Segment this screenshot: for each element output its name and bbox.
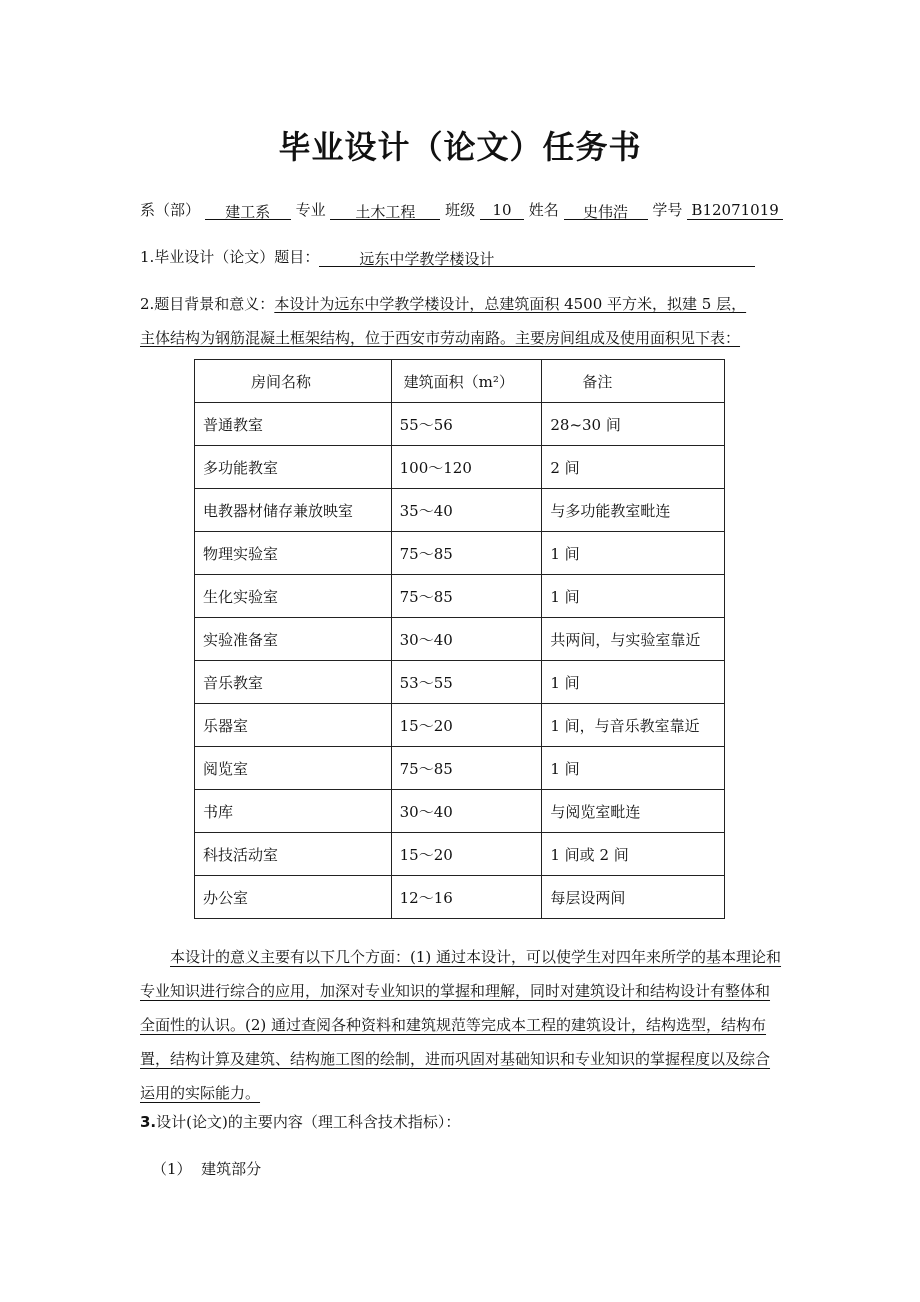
class-value: 10 bbox=[480, 201, 524, 220]
remark-cell: 1 间或 2 间 bbox=[542, 833, 725, 876]
section3-heading bbox=[140, 1111, 460, 1132]
area-cell: 75～85 bbox=[391, 532, 542, 575]
area-cell: 30～40 bbox=[391, 618, 542, 661]
remark-cell: 1 间 bbox=[542, 575, 725, 618]
room-name-cell: 生化实验室 bbox=[195, 575, 392, 618]
name-label: 姓名 bbox=[528, 201, 559, 219]
table-row bbox=[195, 403, 725, 446]
remark-cell: 与多功能教室毗连 bbox=[542, 489, 725, 532]
thesis-title-label: 1.毕业设计（论文）题目： bbox=[140, 248, 320, 266]
table-row bbox=[195, 876, 725, 919]
student-info-line bbox=[140, 199, 783, 220]
area-cell: 15～20 bbox=[391, 833, 542, 876]
remark-cell: 28~30 间 bbox=[542, 403, 725, 446]
background-line-2 bbox=[140, 327, 740, 348]
area-cell: 53～55 bbox=[391, 661, 542, 704]
room-name-cell: 科技活动室 bbox=[195, 833, 392, 876]
table-row bbox=[195, 661, 725, 704]
table-row bbox=[195, 790, 725, 833]
table-row bbox=[195, 618, 725, 661]
header-room-name: 房间名称 bbox=[195, 360, 392, 403]
subsection-architecture: （1） 建筑部分 bbox=[152, 1160, 262, 1178]
dept-value: 建工系 bbox=[205, 201, 291, 220]
major-label: 专业 bbox=[295, 201, 326, 219]
area-cell: 35～40 bbox=[391, 489, 542, 532]
table-row bbox=[195, 747, 725, 790]
section3-label: 设计(论文)的主要内容（理工科含技术指标）： bbox=[156, 1113, 461, 1131]
table-row bbox=[195, 532, 725, 575]
table-header-row bbox=[195, 360, 725, 403]
remark-cell: 与阅览室毗连 bbox=[542, 790, 725, 833]
room-name-cell: 音乐教室 bbox=[195, 661, 392, 704]
room-name-cell: 办公室 bbox=[195, 876, 392, 919]
background-line-1 bbox=[140, 293, 746, 314]
room-name-cell: 乐器室 bbox=[195, 704, 392, 747]
table-row bbox=[195, 704, 725, 747]
remark-cell: 2 间 bbox=[542, 446, 725, 489]
id-label: 学号 bbox=[652, 201, 683, 219]
significance-paragraph bbox=[140, 940, 782, 1110]
remark-cell: 每层设两间 bbox=[542, 876, 725, 919]
area-cell: 30～40 bbox=[391, 790, 542, 833]
room-name-cell: 书库 bbox=[195, 790, 392, 833]
area-cell: 75～85 bbox=[391, 747, 542, 790]
thesis-title-line bbox=[140, 246, 755, 267]
id-value: B12071019 bbox=[687, 201, 783, 220]
room-name-cell: 多功能教室 bbox=[195, 446, 392, 489]
area-cell: 100～120 bbox=[391, 446, 542, 489]
remark-cell: 1 间 bbox=[542, 532, 725, 575]
section3-number: 3. bbox=[140, 1113, 157, 1131]
remark-cell: 1 间 bbox=[542, 661, 725, 704]
remark-cell: 共两间，与实验室靠近 bbox=[542, 618, 725, 661]
area-cell: 75～85 bbox=[391, 575, 542, 618]
class-label: 班级 bbox=[445, 201, 476, 219]
background-label: 2.题目背景和意义： bbox=[140, 295, 275, 313]
table-row bbox=[195, 575, 725, 618]
header-remark: 备注 bbox=[542, 360, 725, 403]
remark-cell: 1 间 bbox=[542, 747, 725, 790]
remark-cell: 1 间，与音乐教室靠近 bbox=[542, 704, 725, 747]
area-cell: 15～20 bbox=[391, 704, 542, 747]
room-name-cell: 电教器材储存兼放映室 bbox=[195, 489, 392, 532]
thesis-title-value: 远东中学教学楼设计 bbox=[359, 250, 495, 268]
header-area: 建筑面积（m²） bbox=[391, 360, 542, 403]
table-row bbox=[195, 446, 725, 489]
room-name-cell: 普通教室 bbox=[195, 403, 392, 446]
table-row bbox=[195, 489, 725, 532]
document-title: 毕业设计（论文）任务书 bbox=[278, 128, 642, 166]
name-value: 史伟浩 bbox=[564, 201, 648, 220]
table-row bbox=[195, 833, 725, 876]
area-cell: 12～16 bbox=[391, 876, 542, 919]
background-text-2: 主体结构为钢筋混凝土框架结构，位于西安市劳动南路。主要房间组成及使用面积见下表： bbox=[140, 329, 741, 347]
background-text-1: 本设计为远东中学教学楼设计，总建筑面积 4500 平方米，拟建 5 层， bbox=[274, 295, 747, 313]
room-name-cell: 物理实验室 bbox=[195, 532, 392, 575]
room-area-table bbox=[194, 359, 725, 919]
significance-text: 本设计的意义主要有以下几个方面：(1) 通过本设计，可以使学生对四年来所学的基本理论和专业知识进行综合的应用，加深对专业知识的掌握和理解，同时对建筑设计和结构设计有整体和全面性的认识。(2) 通过查阅各种资料和建筑规范等完成本工程的建筑设计，结构选型，结构布置，结构计算及建筑、结构施工图的绘制，进而巩固对基础知识和专业知识的掌握程度以及综合运用的实际能力。 bbox=[140, 948, 782, 1102]
room-name-cell: 实验准备室 bbox=[195, 618, 392, 661]
area-cell: 55～56 bbox=[391, 403, 542, 446]
dept-label: 系（部） bbox=[140, 201, 201, 219]
major-value: 土木工程 bbox=[330, 201, 440, 220]
room-name-cell: 阅览室 bbox=[195, 747, 392, 790]
